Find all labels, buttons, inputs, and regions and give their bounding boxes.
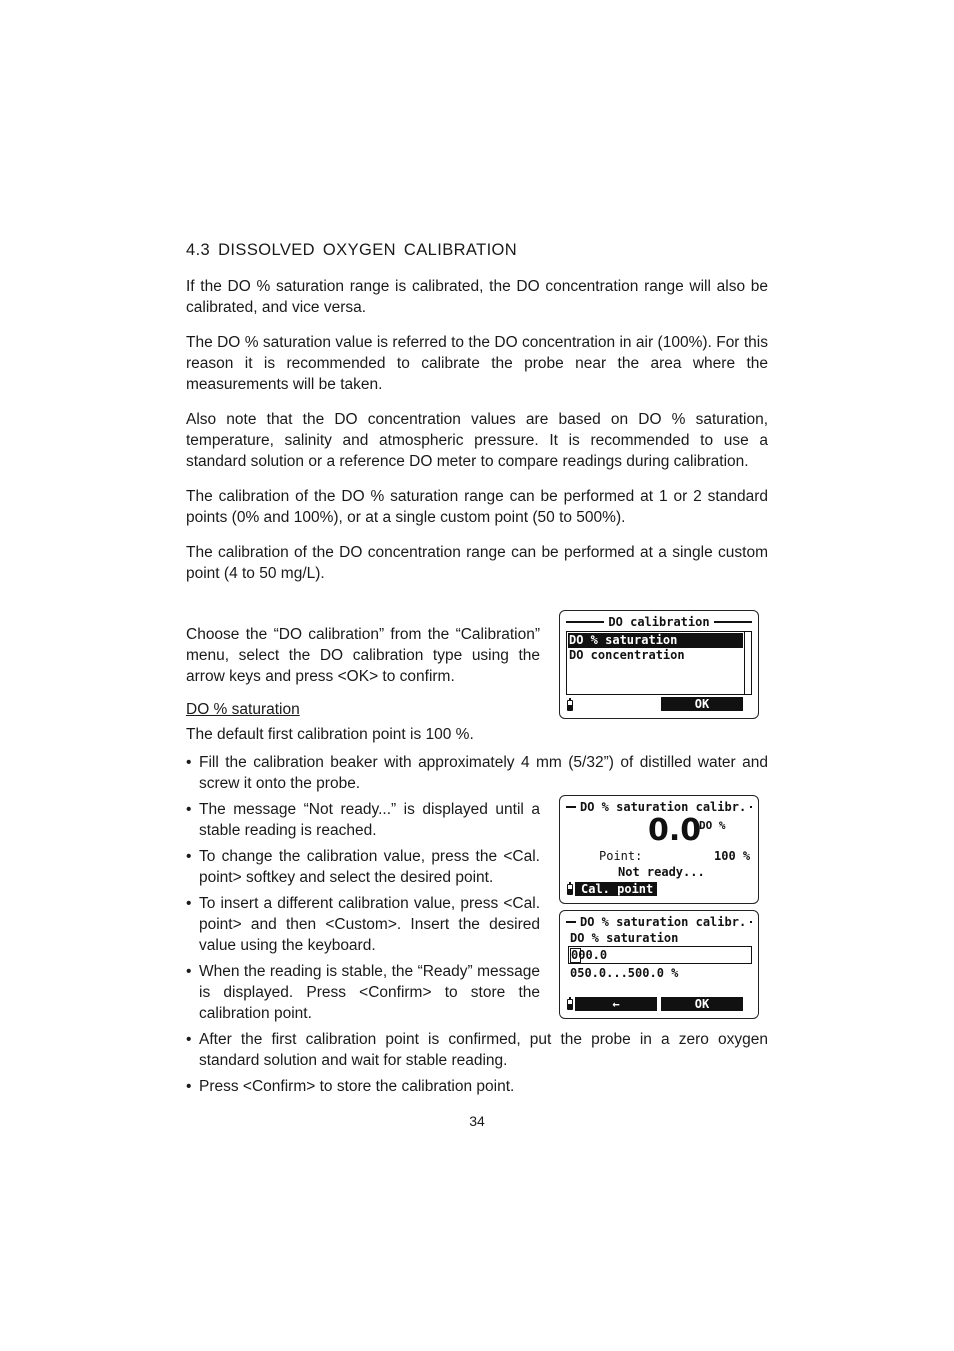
default-point-text: The default first calibration point is 100 %. (186, 726, 474, 743)
options-list (566, 631, 752, 695)
bullet-item (186, 961, 540, 1024)
battery-icon (567, 700, 573, 711)
screen-title-bar (566, 615, 752, 629)
lcd-screen-custom-entry (559, 910, 759, 1019)
bullet-item (186, 893, 540, 956)
bullet-item (186, 799, 540, 841)
point-label: Point: (599, 849, 643, 863)
value-input-text: 000.0 (571, 948, 608, 962)
option-do-saturation[interactable]: DO % saturation (568, 633, 743, 648)
bullet-item (186, 1029, 768, 1071)
scrollbar[interactable] (744, 632, 750, 694)
page-number: 34 (469, 1113, 485, 1129)
subheading-do-saturation: DO % saturation (186, 701, 300, 718)
section-heading: 4.3 DISSOLVED OXYGEN CALIBRATION (186, 241, 518, 259)
status-message: Not ready... (618, 865, 705, 879)
back-softkey[interactable]: ← (575, 997, 657, 1011)
bullet-text: When the reading is stable, the “Ready” message is displayed. Press <Confirm> to store the calibration point. (199, 963, 540, 1022)
paragraph-4: The calibration of the DO % saturation range can be performed at 1 or 2 standard points (0% and 100%), or at a single custom point (50 to 500%). (186, 488, 768, 526)
paragraph-3: Also note that the DO concentration values are based on DO % saturation, temperature, salinity and atmospheric pressure. It is recommended to use a standard solution or a reference DO meter to compare readings during calibration. (186, 411, 768, 470)
ok-softkey[interactable]: OK (661, 997, 743, 1011)
bullet-text: Press <Confirm> to store the calibration point. (199, 1078, 515, 1095)
screen-title-bar (566, 800, 752, 814)
bullet-item (186, 1076, 768, 1097)
bullet-item (186, 752, 768, 794)
bullet-text: Fill the calibration beaker with approximately 4 mm (5/32”) of distilled water and screw it onto the probe. (199, 754, 768, 792)
bullet-text: To insert a different calibration value, press <Cal. point> and then <Custom>. Insert the desired value using the keyboard. (199, 895, 540, 954)
bullet-text: After the first calibration point is confirmed, put the probe in a zero oxygen standard solution and wait for stable reading. (199, 1031, 768, 1069)
lcd-screen-do-calibration (559, 610, 759, 719)
reading-unit: DO % (699, 819, 726, 832)
paragraph-1: If the DO % saturation range is calibrated, the DO concentration range will also be calibrated, and vice versa. (186, 278, 768, 316)
bullet-marker: • (186, 1078, 192, 1095)
screen-title: DO % saturation calibr. (580, 915, 747, 929)
option-do-concentration[interactable]: DO concentration (569, 648, 685, 662)
screen-title-bar (566, 915, 752, 929)
point-value: 100 % (714, 849, 751, 863)
bullet-marker: • (186, 963, 192, 980)
text-cursor (570, 948, 581, 963)
bullet-marker: • (186, 1031, 192, 1048)
bullet-marker: • (186, 895, 192, 912)
paragraph-2: The DO % saturation value is referred to the DO concentration in air (100%). For this reason it is recommended to calibrate the probe near the area where the measurements will be taken. (186, 334, 768, 393)
screen-title: DO % saturation calibr. (580, 800, 747, 814)
bullet-marker: • (186, 848, 192, 865)
cal-point-softkey[interactable]: Cal. point (575, 882, 657, 896)
paragraph-6: Choose the “DO calibration” from the “Calibration” menu, select the DO calibration type using the arrow keys and press <OK> to confirm. (186, 626, 540, 685)
reading-value: 0.0 (648, 813, 702, 848)
bullet-marker: • (186, 801, 192, 818)
screen-title: DO calibration (608, 615, 710, 629)
bullet-item (186, 846, 540, 888)
bullet-text: The message “Not ready...” is displayed until a stable reading is reached. (199, 801, 540, 839)
paragraph-5: The calibration of the DO concentration range can be performed at a single custom point (4 to 50 mg/L). (186, 544, 768, 582)
ok-softkey[interactable]: OK (661, 697, 743, 711)
battery-icon (567, 884, 573, 895)
range-text: 050.0...500.0 % (570, 966, 679, 980)
lcd-screen-saturation-calibr (559, 795, 759, 904)
battery-icon (567, 999, 573, 1010)
bullet-text: To change the calibration value, press the <Cal. point> softkey and select the desired point. (199, 848, 540, 886)
screen-subtitle: DO % saturation (570, 931, 679, 945)
bullet-marker: • (186, 754, 192, 771)
value-input[interactable] (568, 946, 752, 964)
